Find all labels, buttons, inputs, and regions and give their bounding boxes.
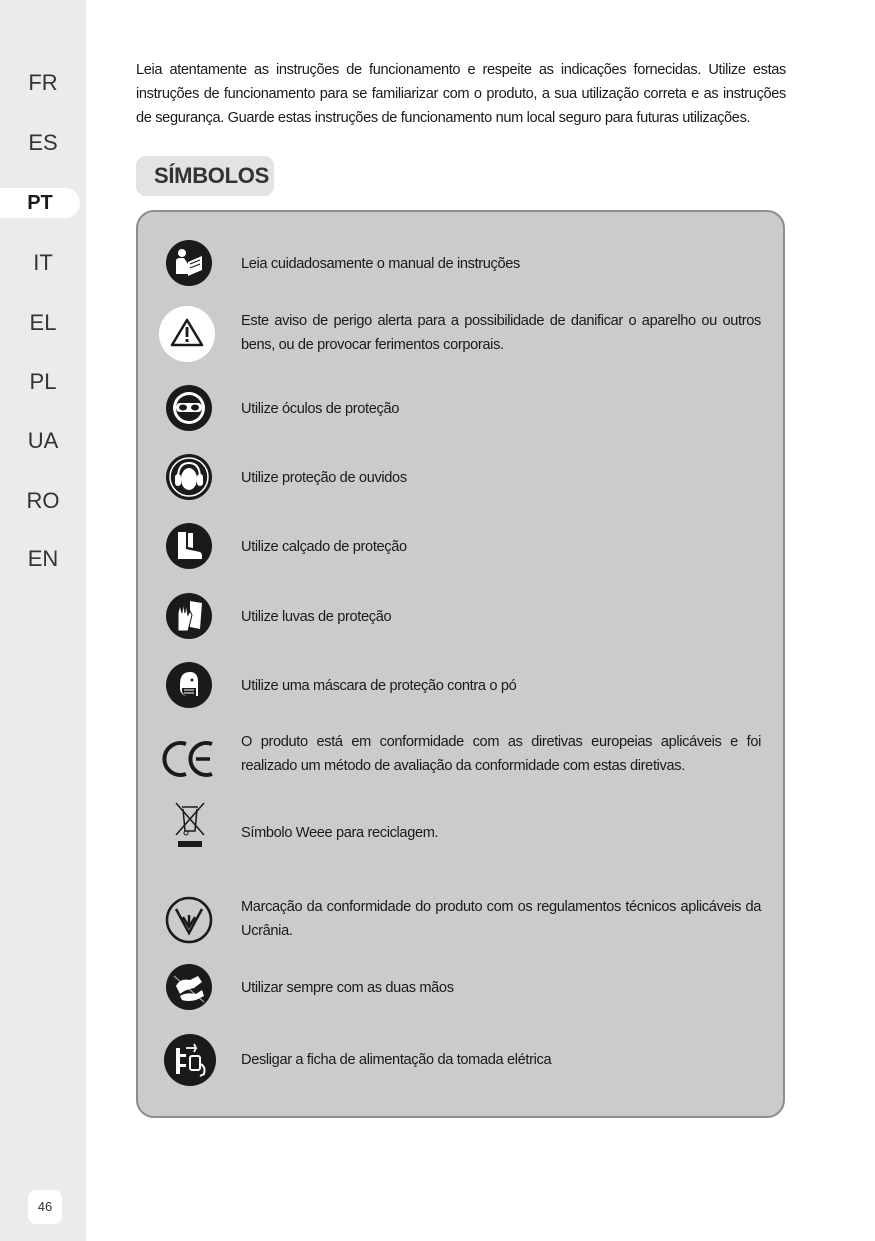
symbol-description: Utilizar sempre com as duas mãos [241,980,454,996]
lang-ua[interactable]: UA [27,428,59,453]
symbol-description: Utilize calçado de proteção [241,539,407,555]
intro-paragraph: Leia atentamente as instruções de funcionamento e respeite as indicações fornecidas. Utilize estas instruções de funcionamento para se familiarizar com o produto, a sua utilização correta e as instruções de segurança. Guarde estas instruções de funcionamento num local seguro para futuras utilizações. [136,62,786,126]
symbol-description: Desligar a ficha de alimentação da tomada elétrica [241,1052,552,1068]
lang-it[interactable]: IT [33,250,53,275]
symbols-panel [136,210,785,1118]
symbol-description: Utilize uma máscara de proteção contra o pó [241,678,517,694]
lang-en[interactable]: EN [27,546,59,571]
symbol-description: Utilize proteção de ouvidos [241,470,407,486]
ce-mark-icon [162,736,218,782]
lang-fr[interactable]: FR [28,70,58,95]
symbol-description: Marcação da conformidade do produto com os regulamentos técnicos aplicáveis da Ucrânia. [241,899,761,939]
symbol-description: Utilize luvas de proteção [241,609,392,625]
page-number: 46 [28,1190,62,1224]
lang-es[interactable]: ES [28,130,58,155]
ukraine-conformity-icon [164,895,214,945]
symbol-description: Símbolo Weee para reciclagem. [241,825,439,841]
safety-gloves-icon [166,593,212,639]
dust-mask-icon [166,662,212,708]
ear-protection-icon [166,454,212,500]
two-hands-icon [166,964,212,1010]
symbol-description: Este aviso de perigo alerta para a possibilidade de danificar o aparelho ou outros bens, ou de provocar ferimentos corporais. [241,313,761,353]
unplug-icon [164,1034,216,1086]
section-title: SÍMBOLOS [136,156,274,196]
lang-pl[interactable]: PL [29,369,57,394]
safety-goggles-icon [166,385,212,431]
read-manual-icon [166,240,212,286]
lang-pt-active[interactable]: PT [0,188,80,218]
lang-el[interactable]: EL [29,310,57,335]
language-sidebar [0,0,86,1241]
symbol-description: Leia cuidadosamente o manual de instruções [241,256,520,272]
lang-ro[interactable]: RO [26,488,60,513]
symbol-description: O produto está em conformidade com as diretivas europeias aplicáveis e foi realizado um método de avaliação da conformidade com estas diretivas. [241,734,761,774]
warning-icon [158,305,216,363]
symbol-description: Utilize óculos de proteção [241,401,400,417]
weee-bin-icon [172,797,208,853]
safety-boots-icon [166,523,212,569]
